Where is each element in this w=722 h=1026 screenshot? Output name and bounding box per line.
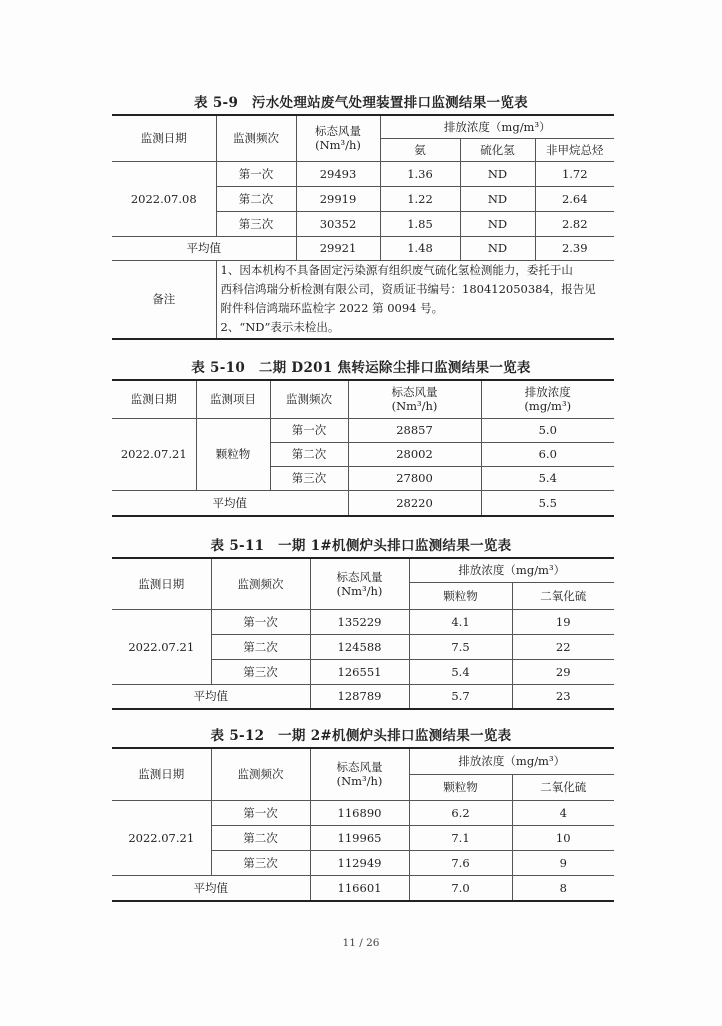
value-cell: 4 bbox=[512, 800, 614, 825]
average-row bbox=[112, 875, 614, 901]
table-5-12 bbox=[112, 747, 614, 902]
table-5-9-caption: 表 5-9 污水处理站废气处理装置排口监测结果一览表 bbox=[194, 95, 528, 111]
header-concentration: 排放浓度（mg/m³） bbox=[380, 115, 614, 138]
date-cell: 2022.07.21 bbox=[112, 418, 196, 490]
header-concentration: 排放浓度（mg/m³） bbox=[409, 558, 614, 582]
flow-cell: 29493 bbox=[296, 161, 380, 186]
header-concentration: 排放浓度（mg/m³） bbox=[409, 748, 614, 774]
freq-cell: 第三次 bbox=[216, 211, 296, 236]
freq-cell: 第三次 bbox=[270, 466, 348, 490]
table-5-9 bbox=[112, 114, 614, 340]
header-date: 监测日期 bbox=[112, 558, 211, 609]
value-cell: 7.1 bbox=[409, 825, 512, 850]
table-5-11-caption: 表 5-11 一期 1#机侧炉头排口监测结果一览表 bbox=[210, 538, 512, 554]
value-cell: 5.7 bbox=[409, 684, 512, 709]
average-label: 平均值 bbox=[112, 490, 348, 516]
value-cell: 10 bbox=[512, 825, 614, 850]
value-cell: 7.6 bbox=[409, 850, 512, 875]
freq-cell: 第一次 bbox=[211, 800, 310, 825]
freq-cell: 第三次 bbox=[211, 850, 310, 875]
value-cell: 9 bbox=[512, 850, 614, 875]
flow-cell: 112949 bbox=[310, 850, 409, 875]
value-cell: ND bbox=[460, 161, 535, 186]
date-cell: 2022.07.08 bbox=[112, 161, 216, 236]
value-cell: 2.64 bbox=[535, 186, 614, 211]
value-cell: ND bbox=[460, 236, 535, 260]
header-frequency: 监测频次 bbox=[270, 380, 348, 418]
average-row bbox=[112, 236, 614, 260]
table-5-10-caption: 表 5-10 二期 D201 焦转运除尘排口监测结果一览表 bbox=[191, 360, 531, 376]
header-flow: 标态风量 (Nm³/h) bbox=[310, 558, 409, 609]
remarks-row bbox=[112, 260, 614, 339]
table-5-11 bbox=[112, 557, 614, 710]
header-item: 监测项目 bbox=[196, 380, 270, 418]
header-sulfur-dioxide: 二氧化硫 bbox=[512, 582, 614, 609]
average-label: 平均值 bbox=[112, 236, 296, 260]
flow-cell: 29919 bbox=[296, 186, 380, 211]
freq-cell: 第二次 bbox=[216, 186, 296, 211]
flow-cell: 28220 bbox=[348, 490, 481, 516]
header-ammonia: 氨 bbox=[380, 138, 460, 161]
value-cell: 1.48 bbox=[380, 236, 460, 260]
value-cell: 2.82 bbox=[535, 211, 614, 236]
table-row bbox=[112, 800, 614, 825]
flow-cell: 124588 bbox=[310, 634, 409, 659]
flow-cell: 30352 bbox=[296, 211, 380, 236]
flow-cell: 135229 bbox=[310, 609, 409, 634]
remarks-text: 1、因本机构不具备固定污染源有组织废气硫化氢检测能力，委托于山 西科信鸿瑞分析检测有限公司，资质证书编号：180412050384，报告见 附件科信鸿瑞环监检字 2022 第 0094 号。 2、“ND”表示未检出。 bbox=[216, 260, 614, 339]
value-cell: 5.5 bbox=[481, 490, 614, 516]
header-frequency: 监测频次 bbox=[211, 558, 310, 609]
header-particulate: 颗粒物 bbox=[409, 582, 512, 609]
header-concentration: 排放浓度 (mg/m³) bbox=[481, 380, 614, 418]
date-cell: 2022.07.21 bbox=[112, 609, 211, 684]
table-row bbox=[112, 418, 614, 442]
average-row bbox=[112, 490, 614, 516]
average-label: 平均值 bbox=[112, 875, 310, 901]
header-flow: 标态风量 (Nm³/h) bbox=[296, 115, 380, 161]
freq-cell: 第二次 bbox=[211, 634, 310, 659]
header-hydrogen-sulfide: 硫化氢 bbox=[460, 138, 535, 161]
flow-cell: 28002 bbox=[348, 442, 481, 466]
value-cell: 1.22 bbox=[380, 186, 460, 211]
flow-cell: 28857 bbox=[348, 418, 481, 442]
item-cell: 颗粒物 bbox=[196, 418, 270, 490]
flow-cell: 29921 bbox=[296, 236, 380, 260]
value-cell: 5.4 bbox=[409, 659, 512, 684]
flow-cell: 128789 bbox=[310, 684, 409, 709]
header-flow: 标态风量 (Nm³/h) bbox=[348, 380, 481, 418]
freq-cell: 第一次 bbox=[211, 609, 310, 634]
value-cell: 1.72 bbox=[535, 161, 614, 186]
value-cell: 7.0 bbox=[409, 875, 512, 901]
average-row bbox=[112, 684, 614, 709]
header-particulate: 颗粒物 bbox=[409, 774, 512, 800]
header-date: 监测日期 bbox=[112, 380, 196, 418]
value-cell: 1.85 bbox=[380, 211, 460, 236]
value-cell: 19 bbox=[512, 609, 614, 634]
value-cell: 23 bbox=[512, 684, 614, 709]
page-number: 11 / 26 bbox=[342, 937, 380, 949]
value-cell: 7.5 bbox=[409, 634, 512, 659]
freq-cell: 第三次 bbox=[211, 659, 310, 684]
header-frequency: 监测频次 bbox=[211, 748, 310, 800]
freq-cell: 第一次 bbox=[216, 161, 296, 186]
average-label: 平均值 bbox=[112, 684, 310, 709]
flow-cell: 116601 bbox=[310, 875, 409, 901]
freq-cell: 第一次 bbox=[270, 418, 348, 442]
table-row bbox=[112, 609, 614, 634]
flow-cell: 119965 bbox=[310, 825, 409, 850]
value-cell: 22 bbox=[512, 634, 614, 659]
header-sulfur-dioxide: 二氧化硫 bbox=[512, 774, 614, 800]
header-date: 监测日期 bbox=[112, 115, 216, 161]
value-cell: 5.0 bbox=[481, 418, 614, 442]
header-date: 监测日期 bbox=[112, 748, 211, 800]
freq-cell: 第二次 bbox=[270, 442, 348, 466]
header-frequency: 监测频次 bbox=[216, 115, 296, 161]
value-cell: ND bbox=[460, 211, 535, 236]
value-cell: 2.39 bbox=[535, 236, 614, 260]
value-cell: 8 bbox=[512, 875, 614, 901]
freq-cell: 第二次 bbox=[211, 825, 310, 850]
flow-cell: 126551 bbox=[310, 659, 409, 684]
value-cell: ND bbox=[460, 186, 535, 211]
table-5-12-caption: 表 5-12 一期 2#机侧炉头排口监测结果一览表 bbox=[210, 728, 512, 744]
value-cell: 4.1 bbox=[409, 609, 512, 634]
flow-cell: 116890 bbox=[310, 800, 409, 825]
date-cell: 2022.07.21 bbox=[112, 800, 211, 875]
value-cell: 6.0 bbox=[481, 442, 614, 466]
header-nmhc: 非甲烷总烃 bbox=[535, 138, 614, 161]
header-flow: 标态风量 (Nm³/h) bbox=[310, 748, 409, 800]
value-cell: 1.36 bbox=[380, 161, 460, 186]
flow-cell: 27800 bbox=[348, 466, 481, 490]
value-cell: 5.4 bbox=[481, 466, 614, 490]
table-row bbox=[112, 161, 614, 186]
table-5-10 bbox=[112, 379, 614, 517]
value-cell: 6.2 bbox=[409, 800, 512, 825]
value-cell: 29 bbox=[512, 659, 614, 684]
remarks-label: 备注 bbox=[112, 260, 216, 339]
